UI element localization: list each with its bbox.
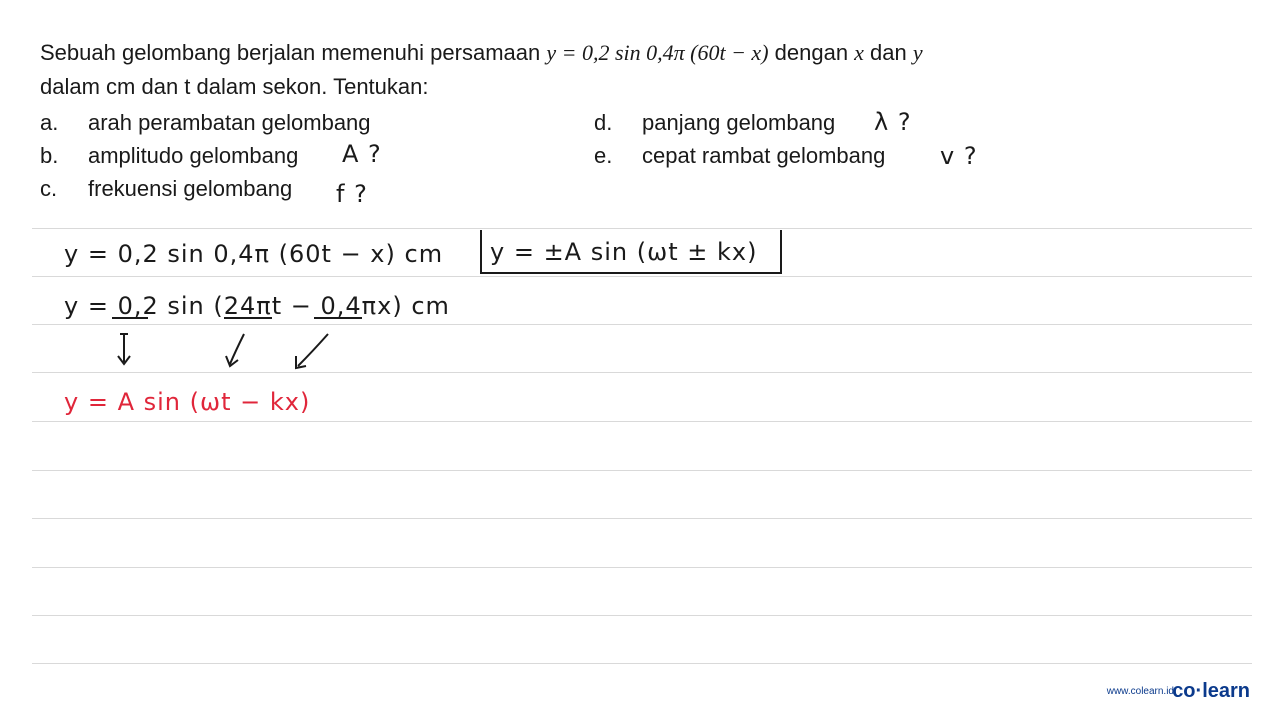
variable-y: y — [912, 40, 923, 65]
item-text: frekuensi gelombang — [88, 176, 293, 201]
arrow-down-icon — [296, 334, 328, 368]
question-dan: dan — [863, 40, 913, 65]
watermark-url: www.colearn.id — [1106, 686, 1174, 697]
hand-note-frequency: f ? — [336, 180, 368, 208]
working-line-3: y = A sin (ωt − kx) — [64, 388, 311, 416]
arrow-down-icon — [226, 334, 244, 366]
arrow-down-icon — [118, 334, 130, 364]
item-text: amplitudo gelombang — [88, 143, 299, 168]
question-dengan: dengan — [768, 40, 855, 65]
item-letter: a. — [40, 110, 59, 135]
question-equation: y = 0,2 sin 0,4π (60t − x) — [546, 40, 769, 65]
variable-x: x — [854, 40, 864, 65]
hand-note-amplitude: A ? — [342, 140, 382, 168]
item-text: arah perambatan gelombang — [88, 110, 371, 135]
hand-note-speed: v ? — [940, 142, 978, 170]
item-letter: d. — [594, 110, 613, 135]
general-equation: y = ±A sin (ωt ± kx) — [490, 238, 758, 266]
item-text: panjang gelombang — [642, 110, 836, 135]
question-line-2: dalam cm dan t dalam sekon. Tentukan: — [40, 74, 429, 99]
item-letter: e. — [594, 143, 613, 168]
working-line-2: y = 0,2 sin (24πt − 0,4πx) cm — [64, 292, 450, 320]
hand-note-wavelength: λ ? — [874, 108, 912, 136]
question-intro: Sebuah gelombang berjalan memenuhi persamaan — [40, 40, 547, 65]
item-letter: c. — [40, 176, 58, 201]
item-letter: b. — [40, 143, 59, 168]
item-text: cepat rambat gelombang — [642, 143, 886, 168]
working-line-1: y = 0,2 sin 0,4π (60t − x) cm — [64, 240, 444, 268]
watermark-logo: co·learn — [1172, 680, 1250, 702]
